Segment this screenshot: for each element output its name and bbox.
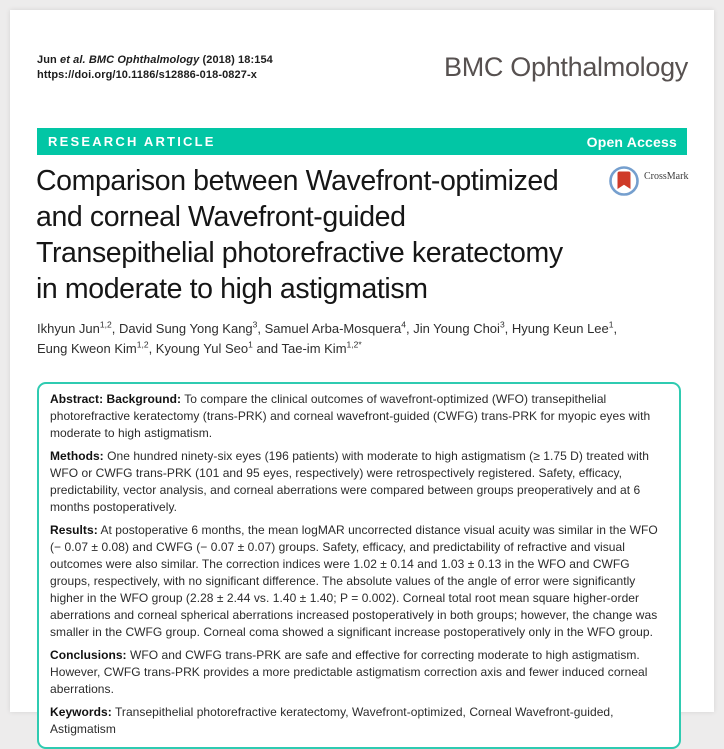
journal-logo: BMC Ophthalmology	[443, 52, 688, 82]
author-affiliation-sup: 1,2*	[346, 339, 362, 350]
citation	[37, 53, 273, 83]
author-name: Hyung Keun Lee	[511, 321, 609, 336]
author-affiliation-sup: 1,2	[99, 319, 112, 330]
author-name: David Sung Yong Kang	[118, 321, 253, 336]
author-name: Ikhyun Jun	[37, 321, 100, 336]
abstract-paragraph: Results: At postoperative 6 months, the mean logMAR uncorrected distance visual acuity was similar in the WFO (− 0.07 ± 0.08) and CWFG (− 0.07 ± 0.07) groups. Safety, efficacy, and predictability of refractive and visual outcomes were also similar. The correction indices were 1.02 ± 0.14 and 1.03 ± 0.13 in the WFO and CWFG groups, respectively, with no significant difference. The absolute values of the angle of error were significantly higher in the WFO group (2.28 ± 2.44 vs. 1.40 ± 1.40; P = 0.002). Corneal total root mean square higher-order aberrations and corneal spherical aberrations increased postoperatively in both groups; however, the change was smaller in the CWFG group. Corneal coma showed a significant increase postoperatively only in the WFO group.	[50, 523, 658, 639]
citation-line	[37, 53, 273, 68]
article-title-line: in moderate to high astigmatism	[36, 273, 428, 305]
abstract-paragraph: Conclusions: WFO and CWFG trans-PRK are safe and effective for correcting moderate to high astigmatism. However, CWFG trans-PRK provides a more predictable astigmatism correction axis and fewer induced corneal aberrations.	[50, 648, 648, 696]
abstract-paragraph: Keywords: Transepithelial photorefractive keratectomy, Wavefront-optimized, Corneal Wavefront-guided, Astigmatism	[50, 705, 614, 736]
abstract-section-label: Keywords:	[50, 705, 112, 719]
abstract-paragraph: Abstract: Background: To compare the clinical outcomes of wavefront-optimized (WFO) transepithelial photorefractive keratectomy (trans-PRK) and corneal wavefront-guided (CWFG) trans-PRK for myopic eyes with moderate to high astigmatism.	[50, 392, 651, 440]
article-type-label: RESEARCH ARTICLE	[48, 134, 216, 149]
author-name: Tae-im Kim	[281, 341, 347, 356]
abstract-section-label: Results:	[50, 523, 98, 537]
author-name: Kyoung Yul Seo	[155, 341, 249, 356]
author-name: Jin Young Choi	[413, 321, 500, 336]
abstract-section-label: Abstract: Background:	[50, 392, 182, 406]
author-affiliation-sup: 1	[608, 319, 614, 330]
citation-authors: Jun	[37, 54, 61, 66]
author-affiliation-sup: 3	[499, 319, 505, 330]
crossmark-badge[interactable]	[608, 165, 688, 197]
article-title	[36, 163, 563, 307]
citation-issue: (2018) 18:154	[199, 54, 273, 66]
abstract-box	[37, 382, 681, 749]
article-type-banner	[37, 128, 687, 155]
article-page	[10, 10, 714, 736]
article-title-line: and corneal Wavefront-guided	[36, 201, 406, 233]
author-affiliation-sup: 3	[252, 319, 258, 330]
doi-link[interactable]: https://doi.org/10.1186/s12886-018-0827-x	[37, 69, 257, 81]
abstract-paragraph: Methods: One hundred ninety-six eyes (196 patients) with moderate to high astigmatism (≥ 1.75 D) treated with WFO or CWFG trans-PRK (101 and 95 eyes, respectively) were retrospectively registered. Safety, efficacy, predictability, vector analysis, and corneal aberrations were compared between groups preoperatively and at 6 months postoperatively.	[50, 449, 649, 514]
author-list: Ikhyun Jun$^{1,2}$, David Sung Yong Kang$^3$, Samuel Arba-Mosquera$^4$, Jin Young Choi$^3$, Hyung Keun Lee$^1$, Eung Kweon Kim$^{1,2}$, Kyoung Yul Seo$^1$ and Tae-im Kim$^{1,2*}$	[37, 319, 618, 356]
citation-journal: et al. BMC Ophthalmology	[60, 54, 200, 66]
abstract-section-label: Methods:	[50, 449, 104, 463]
abstract-section-label: Conclusions:	[50, 648, 127, 662]
crossmark-icon	[608, 165, 640, 197]
author-affiliation-sup: 1,2	[136, 339, 149, 350]
article-title-line: Transepithelial photorefractive keratectomy	[36, 237, 563, 269]
open-access-label: Open Access	[586, 133, 677, 150]
author-affiliation-sup: 4	[401, 319, 406, 330]
author-name: Eung Kweon Kim	[37, 341, 137, 356]
crossmark-label: CrossMark	[644, 171, 689, 182]
article-title-line: Comparison between Wavefront-optimized	[36, 165, 559, 197]
author-name: Samuel Arba-Mosquera	[264, 321, 402, 336]
author-affiliation-sup: 1	[248, 339, 253, 350]
